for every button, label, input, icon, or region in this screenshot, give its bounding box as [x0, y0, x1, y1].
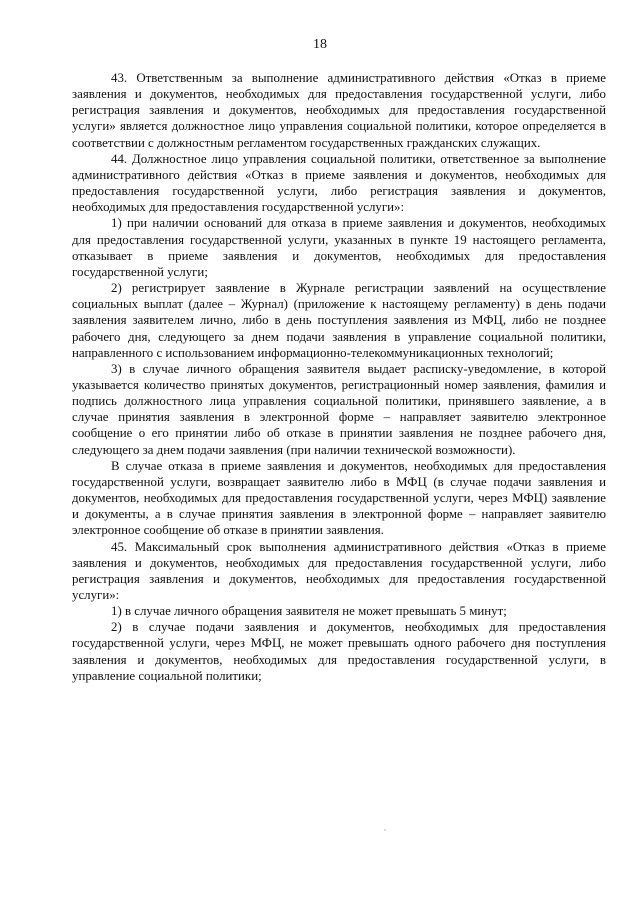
paragraph-44: 44. Должностное лицо управления социальной политики, ответственное за выполнение административного действия «Отказ в приеме заявления и документов, необходимых для предоставления государственной услуги, либо регистрация заявления и документов, необходимых для предоставления государственной услуги»:	[72, 151, 606, 215]
document-body	[72, 70, 606, 684]
paragraph-refusal-case: В случае отказа в приеме заявления и документов, необходимых для предоставления государственной услуги, возвращает заявителю либо в МФЦ (в случае подачи заявления и документов, необходимых для предоставления государственной услуги, через МФЦ) заявление и документы, а в случае принятия заявления в электронной форме – направляет заявителю электронное сообщение об отказе в принятии заявления.	[72, 458, 606, 538]
paragraph-45-item-1: 1) в случае личного обращения заявителя не может превышать 5 минут;	[111, 604, 507, 619]
paragraph-44-item-1: 1) при наличии оснований для отказа в приеме заявления и документов, необходимых для предоставления государственной услуги, указанных в пункте 19 настоящего регламента, отказывает в приеме заявления и документов, необходимых для предоставления государственной услуги;	[72, 216, 606, 279]
paragraph-43: 43. Ответственным за выполнение административного действия «Отказ в приеме заявления и документов, необходимых для предоставления государственной услуги, либо регистрация заявления и документов, необходимых для предоставления государственной услуги» является должностное лицо управления социальной политики, которое определяется в соответствии с должностным регламентом государственных гражданских служащих.	[72, 71, 606, 150]
paragraph-44-item-2: 2) регистрирует заявление в Журнале регистрации заявлений на осуществление социальных выплат (далее – Журнал) (приложение к настоящему регламенту) в день подачи заявления заявителем лично, либо в день поступления заявления из МФЦ, либо не позднее рабочего дня, следующего за днем подачи заявления в управление социальной политики, направленного с использованием информационно-телекоммуникационных технологий;	[72, 281, 606, 360]
scan-dot-mark	[384, 829, 386, 831]
page-number: 18	[313, 37, 327, 52]
paragraph-45-item-2: 2) в случае подачи заявления и документов, необходимых для предоставления государственной услуги, через МФЦ, не может превышать одного рабочего дня поступления заявления и документов, необходимых для предоставления государственной услуги, в управление социальной политики;	[72, 620, 606, 683]
paragraph-44-item-3: 3) в случае личного обращения заявителя выдает расписку-уведомление, в которой указывается количество принятых документов, регистрационный номер заявления, фамилия и подпись должностного лица управления социальной политики, принявшего заявление, а в случае принятия заявления в электронной форме – направляет заявителю электронное сообщение о его принятии либо об отказе в принятии заявления не позднее рабочего дня, следующего за днем подачи заявления (при наличии технической возможности).	[72, 361, 606, 457]
paragraph-45: 45. Максимальный срок выполнения административного действия «Отказ в приеме заявления и документов, необходимых для предоставления государственной услуги, либо регистрация заявления и документов, необходимых для предоставления государственной услуги»:	[72, 539, 606, 602]
